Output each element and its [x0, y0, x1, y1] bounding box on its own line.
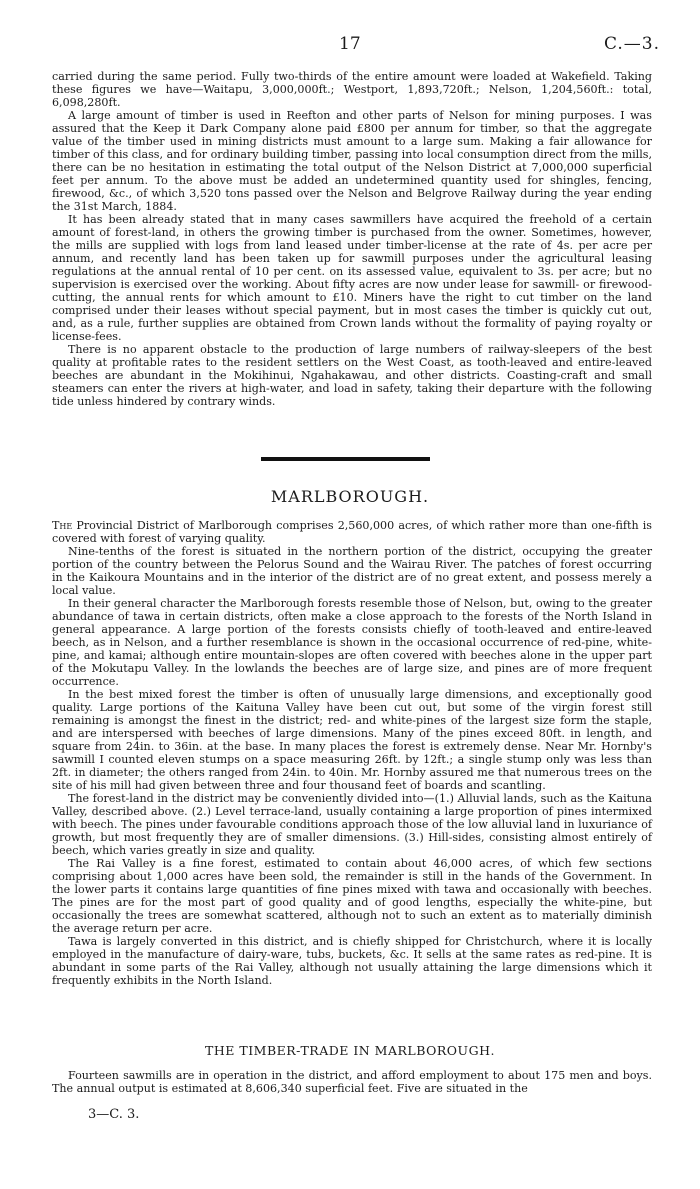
timber-trade-text-block — [52, 1069, 652, 1095]
paragraph: It has been already stated that in many cases sawmillers have acquired the freehold of a certain amount of forest-land, in others the growing timber is purchased from the owner. Sometimes, however, the mills are supplied with logs from land leased under timber-license at the rate of 4s. per acre per annum, and recently land has been taken up for sawmill purposes under the agricultural leasing regulations at the annual rental of 10 per cent. on its assessed value, equivalent to 3s. per acre; but no supervision is exercised over the working. About fifty acres are now under lease for sawmill- or firewood-cutting, the annual rents for which amount to £10. Miners have the right to cut timber on the land comprised under their leases without special payment, but in most cases the timber is quickly cut out, and, as a rule, further supplies are obtained from Crown lands without the formality of paying royalty or license-fees. — [52, 213, 652, 343]
marlborough-text-block — [52, 519, 652, 987]
paragraph: A large amount of timber is used in Reefton and other parts of Nelson for mining purposes. I was assured that the Keep it Dark Company alone paid £800 per annum for timber, so that the aggregate value of the timber used in mining districts must amount to a large sum. Making a fair allowance for timber of this class, and for ordinary building timber, passing into local consumption direct from the mills, there can be no hesitation in estimating the total output of the Nelson District at 7,000,000 superficial feet per annum. To the above must be added an undetermined quantity used for shingles, fencing, firewood, &c., of which 3,520 tons passed over the Nelson and Belgrove Railway during the year ending the 31st March, 1884. — [52, 109, 652, 213]
paragraph: The Rai Valley is a fine forest, estimated to contain about 46,000 acres, of which few sections comprising about 1,000 acres have been sold, the remainder is still in the hands of the Government. In the lower parts it contains large quantities of fine pines mixed with tawa and occasionally with beeches. The pines are for the most part of good quality and of good lengths, especially the white-pine, but occasionally the trees are somewhat scattered, although not to such an extent as to materially diminish the average return per acre. — [52, 857, 652, 935]
section-heading-marlborough: MARLBOROUGH. — [270, 487, 430, 506]
paragraph: carried during the same period. Fully two-thirds of the entire amount were loaded at Wakefield. Taking these figures we have—Waitapu, 3,000,000ft.; Westport, 1,893,720ft.; Nelson, 1,204,560ft.: total, 6,098,280ft. — [52, 70, 652, 109]
paragraph: In the best mixed forest the timber is often of unusually large dimensions, and exceptionally good quality. Large portions of the Kaituna Valley have been cut out, but some of the virgin forest still remaining is amongst the finest in the district; red- and white-pines of the largest size form the staple, and are interspersed with beeches of large dimensions. Many of the pines exceed 80ft. in length, and square from 24in. to 36in. at the base. In many places the forest is extremely dense. Near Mr. Hornby's sawmill I counted eleven stumps on a space measuring 26ft. by 12ft.; a single stump only was less than 2ft. in diameter; the others ranged from 24in. to 40in. Mr. Hornby assured me that numerous trees on the site of his mill had given between three and four thousand feet of boards and scantling. — [52, 688, 652, 792]
section-divider — [261, 457, 430, 461]
paragraph: The forest-land in the district may be conveniently divided into—(1.) Alluvial lands, such as the Kaituna Valley, described above. (2.) Level terrace-land, usually containing a large proportion of pines intermixed with beech. The pines under favourable conditions approach those of the low alluvial land in luxuriance of growth, but most frequently they are of smaller dimensions. (3.) Hill-sides, consisting almost entirely of beech, which varies greatly in size and quality. — [52, 792, 652, 857]
paragraph: Nine-tenths of the forest is situated in the northern portion of the district, occupying the greater portion of the country between the Pelorus Sound and the Wairau River. The patches of forest occurring in the Kaikoura Mountains and in the interior of the district are of no great extent, and possess merely a local value. — [52, 545, 652, 597]
paragraph: In their general character the Marlborough forests resemble those of Nelson, but, owing to the greater abundance of tawa in certain districts, often make a close approach to the forests of the North Island in general appearance. A large portion of the forests consists chiefly of tooth-leaved and entire-leaved beech, as in Nelson, and a further resemblance is shown in the occasional occurrence of red-pine, white-pine, and kamai; although entire mountain-slopes are often covered with beeches alone in the upper part of the Mokutapu Valley. In the lowlands the beeches are of large size, and pines are of more frequent occurrence. — [52, 597, 652, 688]
nelson-text-block — [52, 70, 652, 408]
section-heading-timber-trade: THE TIMBER-TRADE IN MARLBOROUGH. — [205, 1043, 495, 1058]
paragraph — [52, 519, 652, 545]
paragraph-text: Provincial District of Marlborough comprises 2,560,000 acres, of which rather more than one-fifth is covered with forest of varying quality. — [52, 519, 652, 545]
lead-word: The — [52, 519, 73, 532]
paragraph: Tawa is largely converted in this district, and is chiefly shipped for Christchurch, where it is locally employed in the manufacture of dairy-ware, tubs, buckets, &c. It sells at the same rates as red-pine. It is abundant in some parts of the Rai Valley, although not usually attaining the large dimensions which it frequently exhibits in the North Island. — [52, 935, 652, 987]
paragraph: There is no apparent obstacle to the production of large numbers of railway-sleepers of the best quality at profitable rates to the resident settlers on the West Coast, as tooth-leaved and entire-leaved beeches are abundant in the Mokihinui, Ngahakawau, and other districts. Coasting-craft and small steamers can enter the rivers at high-water, and load in safety, taking their departure with the following tide unless hindered by contrary winds. — [52, 343, 652, 408]
sheet-signature: 3—C. 3. — [88, 1107, 140, 1122]
paragraph: Fourteen sawmills are in operation in the district, and afford employment to about 175 men and boys. The annual output is estimated at 8,606,340 superficial feet. Five are situated in the — [52, 1069, 652, 1095]
document-reference: C.—3. — [603, 34, 660, 54]
page-number: 17 — [339, 34, 361, 54]
